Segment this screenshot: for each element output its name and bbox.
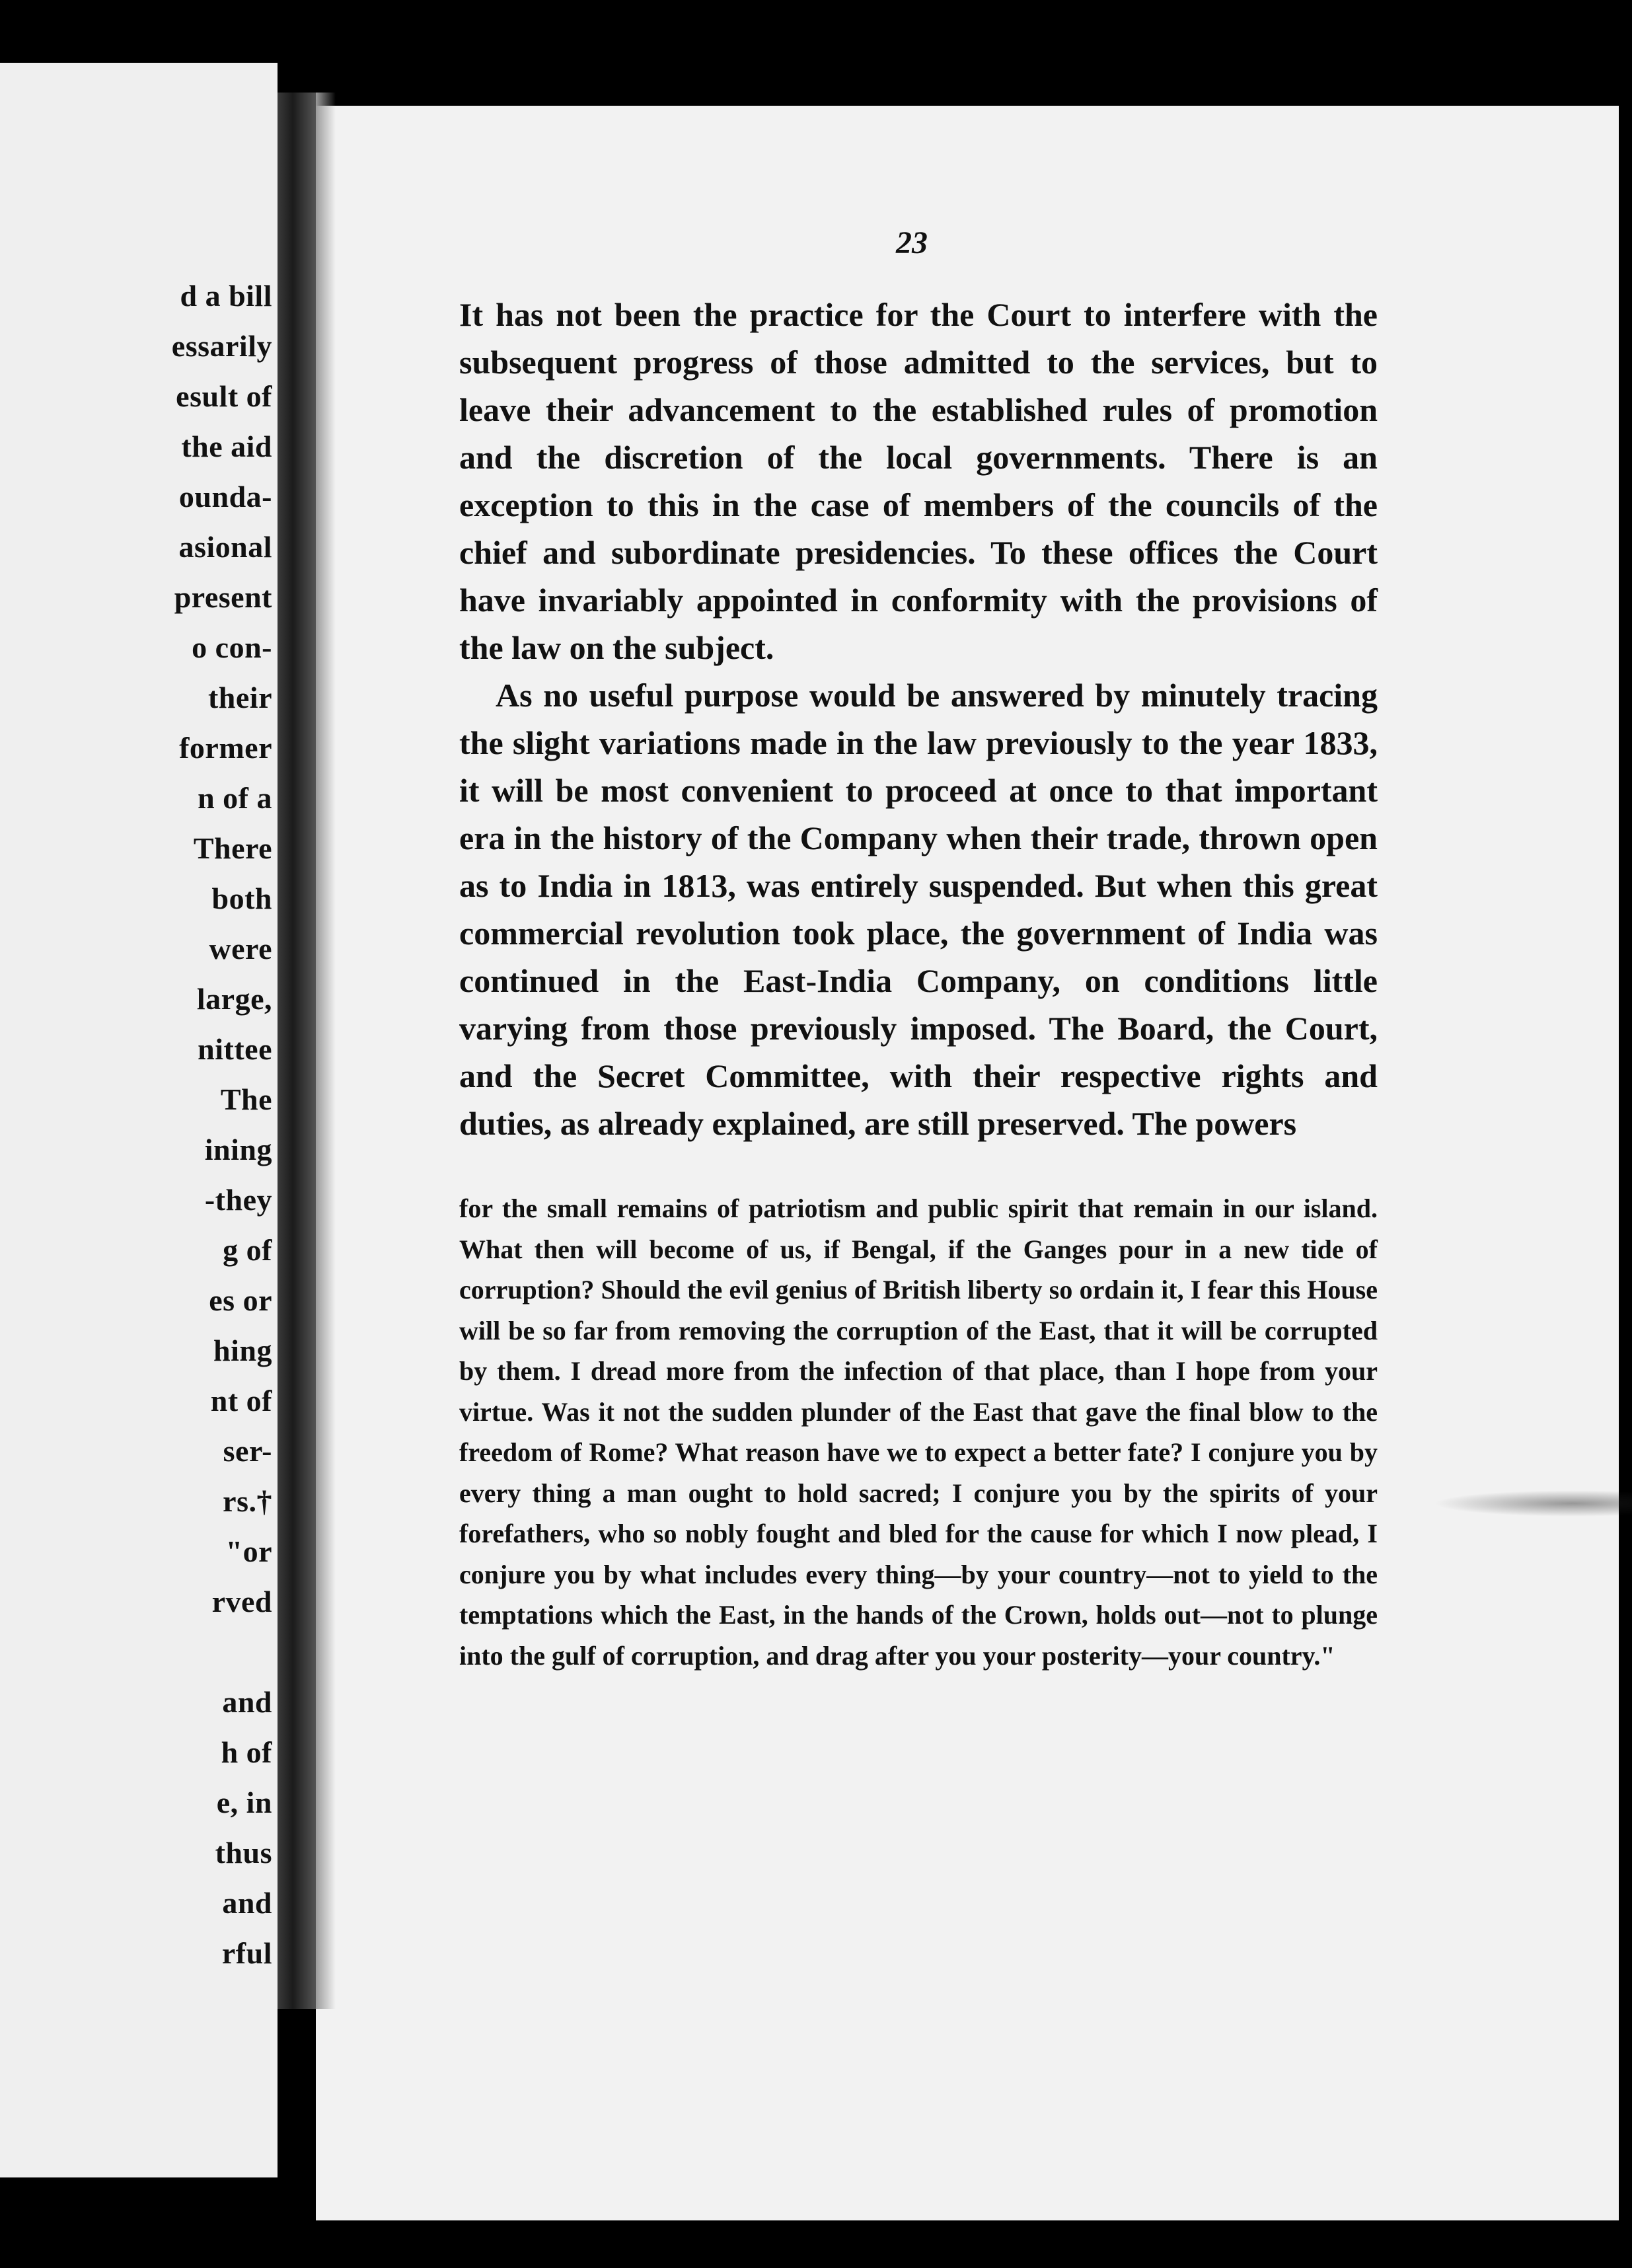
left-fragment: h of xyxy=(221,1735,272,1769)
left-fragment: ining xyxy=(204,1133,272,1166)
left-fragment: hing xyxy=(213,1334,272,1367)
left-fragment: es or xyxy=(209,1283,272,1317)
left-fragment: their xyxy=(207,681,272,714)
paragraph: As no useful purpose would be answered by minutely tracing the slight variations made in the law previously to the year 1833, it will be most convenient to proceed at once to that important era in the history of the Company when their trade, thrown open as to India in 1813, was entirely suspended. But when this great commercial revolution took place, the government of India was continued in the East-India Company, on conditions little varying from those previously imposed. The Board, the Court, and the Secret Committee, with their respective rights and duties, as already explained, are still preserved. The powers xyxy=(459,677,1378,1142)
left-fragment: There xyxy=(193,831,272,865)
page-body xyxy=(459,291,1378,1676)
left-fragment: "or xyxy=(225,1534,272,1568)
left-fragment: nittee xyxy=(198,1032,272,1066)
left-fragment: rful xyxy=(221,1936,272,1970)
left-page-text-fragments xyxy=(8,271,272,1979)
left-fragment: esult of xyxy=(176,379,272,413)
left-fragment: -they xyxy=(204,1183,272,1217)
left-fragment: were xyxy=(209,932,272,965)
left-fragment: n of a xyxy=(198,781,272,815)
left-fragment: essarily xyxy=(171,329,272,363)
left-fragment: both xyxy=(211,882,272,915)
page-number: 23 xyxy=(896,225,928,260)
left-fragment: d a bill xyxy=(180,279,272,313)
left-fragment: asional xyxy=(178,530,272,564)
left-fragment: the aid xyxy=(181,430,272,463)
book-gutter xyxy=(278,93,316,2009)
left-fragment: The xyxy=(220,1082,272,1116)
left-fragment: ounda- xyxy=(178,480,272,513)
left-fragment: and xyxy=(222,1886,272,1920)
left-fragment: and xyxy=(222,1685,272,1719)
left-fragment: thus xyxy=(215,1836,272,1870)
left-fragment: rs.† xyxy=(223,1484,272,1518)
gutter-shadow xyxy=(316,93,336,2009)
left-fragment: nt of xyxy=(210,1384,272,1418)
left-fragment: rved xyxy=(211,1585,272,1618)
footnote-quotation: for the small remains of patriotism and public spirit that remain in our island. What then will become of us, if Bengal, if the Ganges pour in a new tide of corruption? Should the evil genius of British liberty so ordain it, I fear this House will be so far from removing the corruption of the East, that it will be corrupted by them. I dread more from the infection of that place, than I hope from your virtue. Was it not the sudden plunder of the East that gave the final blow to the freedom of Rome? What reason have we to expect a better fate? I conjure you by every thing a man ought to hold sacred; I conjure you by the spirits of your forefathers, who so nobly fought and bled for the cause for which I now plead, I conjure you by what includes every thing—by your country—not to yield to the temptations which the East, in the hands of the Crown, holds out—not to plunge into the gulf of corruption, and drag after you your posterity—your country." xyxy=(459,1193,1378,1671)
left-fragment: o con- xyxy=(192,630,272,664)
left-facing-page xyxy=(0,63,278,2177)
paragraph: It has not been the practice for the Court to interfere with the subsequent progress of those admitted to the services, but to leave their advancement to the established rules of promotion and the discretion of the local governments. There is an exception to this in the case of members of the councils of the chief and subordinate presidencies. To these offices the Court have invariably appointed in conformity with the provisions of the law on the subject. xyxy=(459,296,1378,666)
left-fragment: large, xyxy=(196,982,272,1016)
left-fragment: e, in xyxy=(216,1786,272,1819)
left-fragment: g of xyxy=(223,1233,272,1267)
left-fragment: ser- xyxy=(223,1434,272,1468)
left-fragment: present xyxy=(174,580,272,614)
left-fragment xyxy=(8,1627,272,1677)
ink-smudge xyxy=(1434,1490,1632,1517)
left-fragment: former xyxy=(179,731,272,765)
